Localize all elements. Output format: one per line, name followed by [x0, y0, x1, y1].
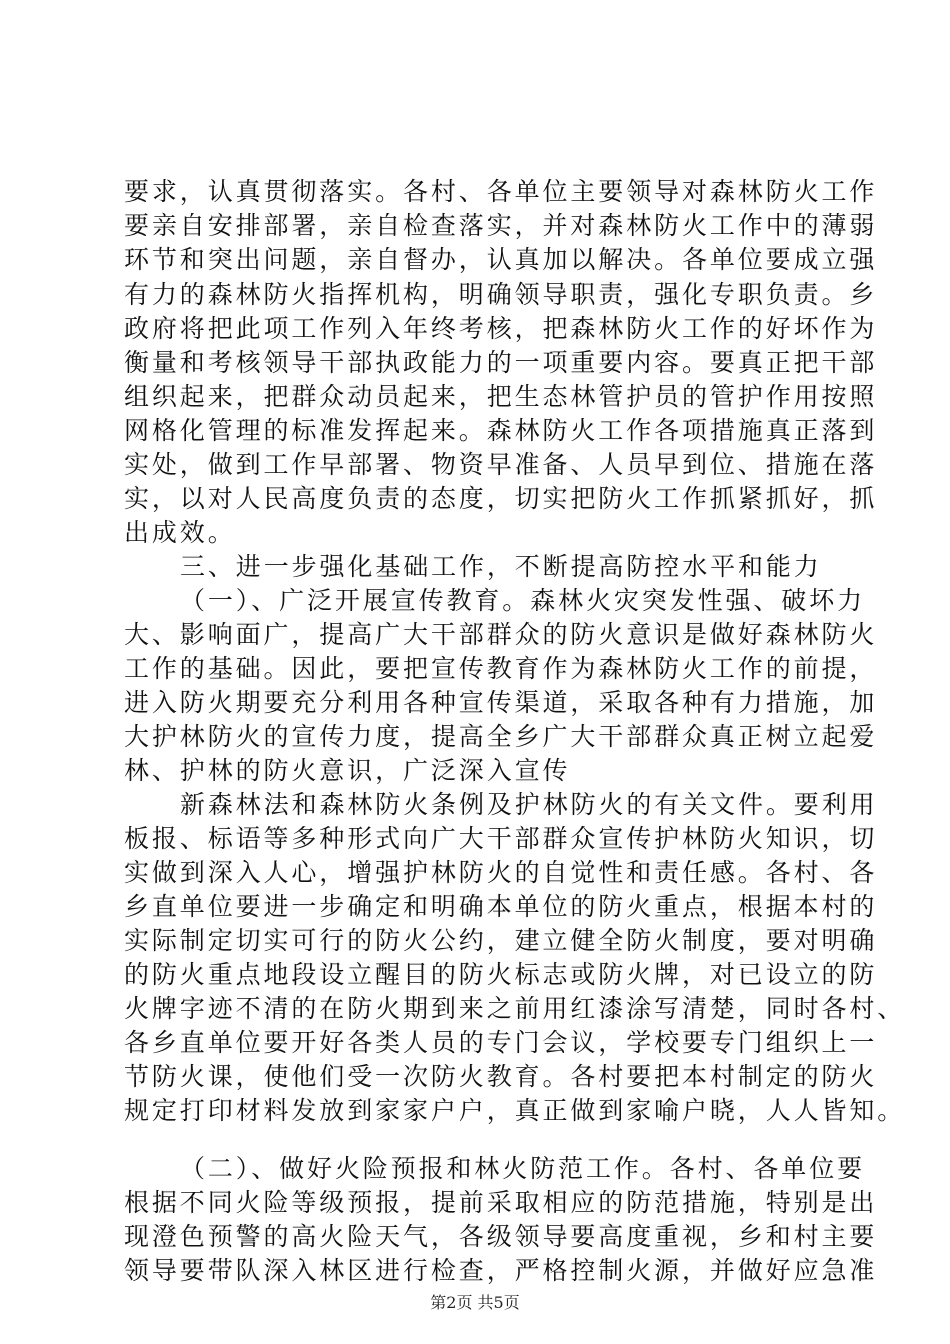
body-text-line: 政府将把此项工作列入年终考核，把森林防火工作的好坏作为: [124, 314, 878, 343]
body-text-line: 根据不同火险等级预报，提前采取相应的防范措施，特别是出: [124, 1188, 878, 1217]
section-heading: 三、进一步强化基础工作，不断提高防控水平和能力: [180, 552, 822, 581]
body-text-line: 节防火课，使他们受一次防火教育。各村要把本村制定的防火: [124, 1062, 878, 1091]
body-text-line: 领导要带队深入林区进行检查，严格控制火源，并做好应急准: [124, 1256, 878, 1285]
body-text-line: 有力的森林防火指挥机构，明确领导职责，强化专职负责。乡: [124, 280, 878, 309]
body-text-line: 网格化管理的标准发挥起来。森林防火工作各项措施真正落到: [124, 416, 878, 445]
body-text-line: 环节和突出问题，亲自督办，认真加以解决。各单位要成立强: [124, 245, 878, 274]
body-text-line: 现澄色预警的高火险天气，各级领导要高度重视，乡和村主要: [124, 1222, 878, 1251]
body-text-line: （一）、广泛开展宣传教育。森林火灾突发性强、破坏力: [180, 586, 866, 615]
body-text-line: 大护林防火的宣传力度，提高全乡广大干部群众真正树立起爱: [124, 722, 878, 751]
body-text-line: 实处，做到工作早部署、物资早准备、人员早到位、措施在落: [124, 450, 878, 479]
body-text-line: （二）、做好火险预报和林火防范工作。各村、各单位要: [180, 1154, 866, 1183]
body-text-line: 火牌字迹不清的在防火期到来之前用红漆涂写清楚，同时各村、: [124, 994, 906, 1023]
body-text-line: 工作的基础。因此，要把宣传教育作为森林防火工作的前提，: [124, 654, 878, 683]
body-text-line: 要求，认真贯彻落实。各村、各单位主要领导对森林防火工作: [124, 177, 878, 206]
body-text-line: 出成效。: [124, 518, 236, 547]
body-text-line: 实际制定切实可行的防火公约，建立健全防火制度，要对明确: [124, 926, 878, 955]
body-text-line: 各乡直单位要开好各类人员的专门会议，学校要专门组织上一: [124, 1028, 878, 1057]
body-text-line: 衡量和考核领导干部执政能力的一项重要内容。要真正把干部: [124, 348, 878, 377]
body-text-line: 林、护林的防火意识，广泛深入宣传: [124, 756, 571, 785]
page-number-footer: 第2页 共5页: [430, 1293, 520, 1312]
body-text-line: 实，以对人民高度负责的态度，切实把防火工作抓紧抓好，抓: [124, 484, 878, 513]
body-text-line: 规定打印材料发放到家家户户，真正做到家喻户晓，人人皆知。: [124, 1096, 906, 1125]
body-text-line: 大、影响面广，提高广大干部群众的防火意识是做好森林防火: [124, 620, 878, 649]
body-text-line: 实做到深入人心，增强护林防火的自觉性和责任感。各村、各: [124, 858, 878, 887]
body-text-line: 乡直单位要进一步确定和明确本单位的防火重点，根据本村的: [124, 892, 878, 921]
body-text-line: 进入防火期要充分利用各种宣传渠道，采取各种有力措施，加: [124, 688, 878, 717]
body-text-line: 要亲自安排部署，亲自检查落实，并对森林防火工作中的薄弱: [124, 211, 878, 240]
body-text-line: 的防火重点地段设立醒目的防火标志或防火牌，对已设立的防: [124, 960, 878, 989]
body-text-line: 板报、标语等多种形式向广大干部群众宣传护林防火知识，切: [124, 824, 878, 853]
body-text-line: 组织起来，把群众动员起来，把生态林管护员的管护作用按照: [124, 382, 878, 411]
body-text-line: 新森林法和森林防火条例及护林防火的有关文件。要利用: [180, 790, 878, 819]
